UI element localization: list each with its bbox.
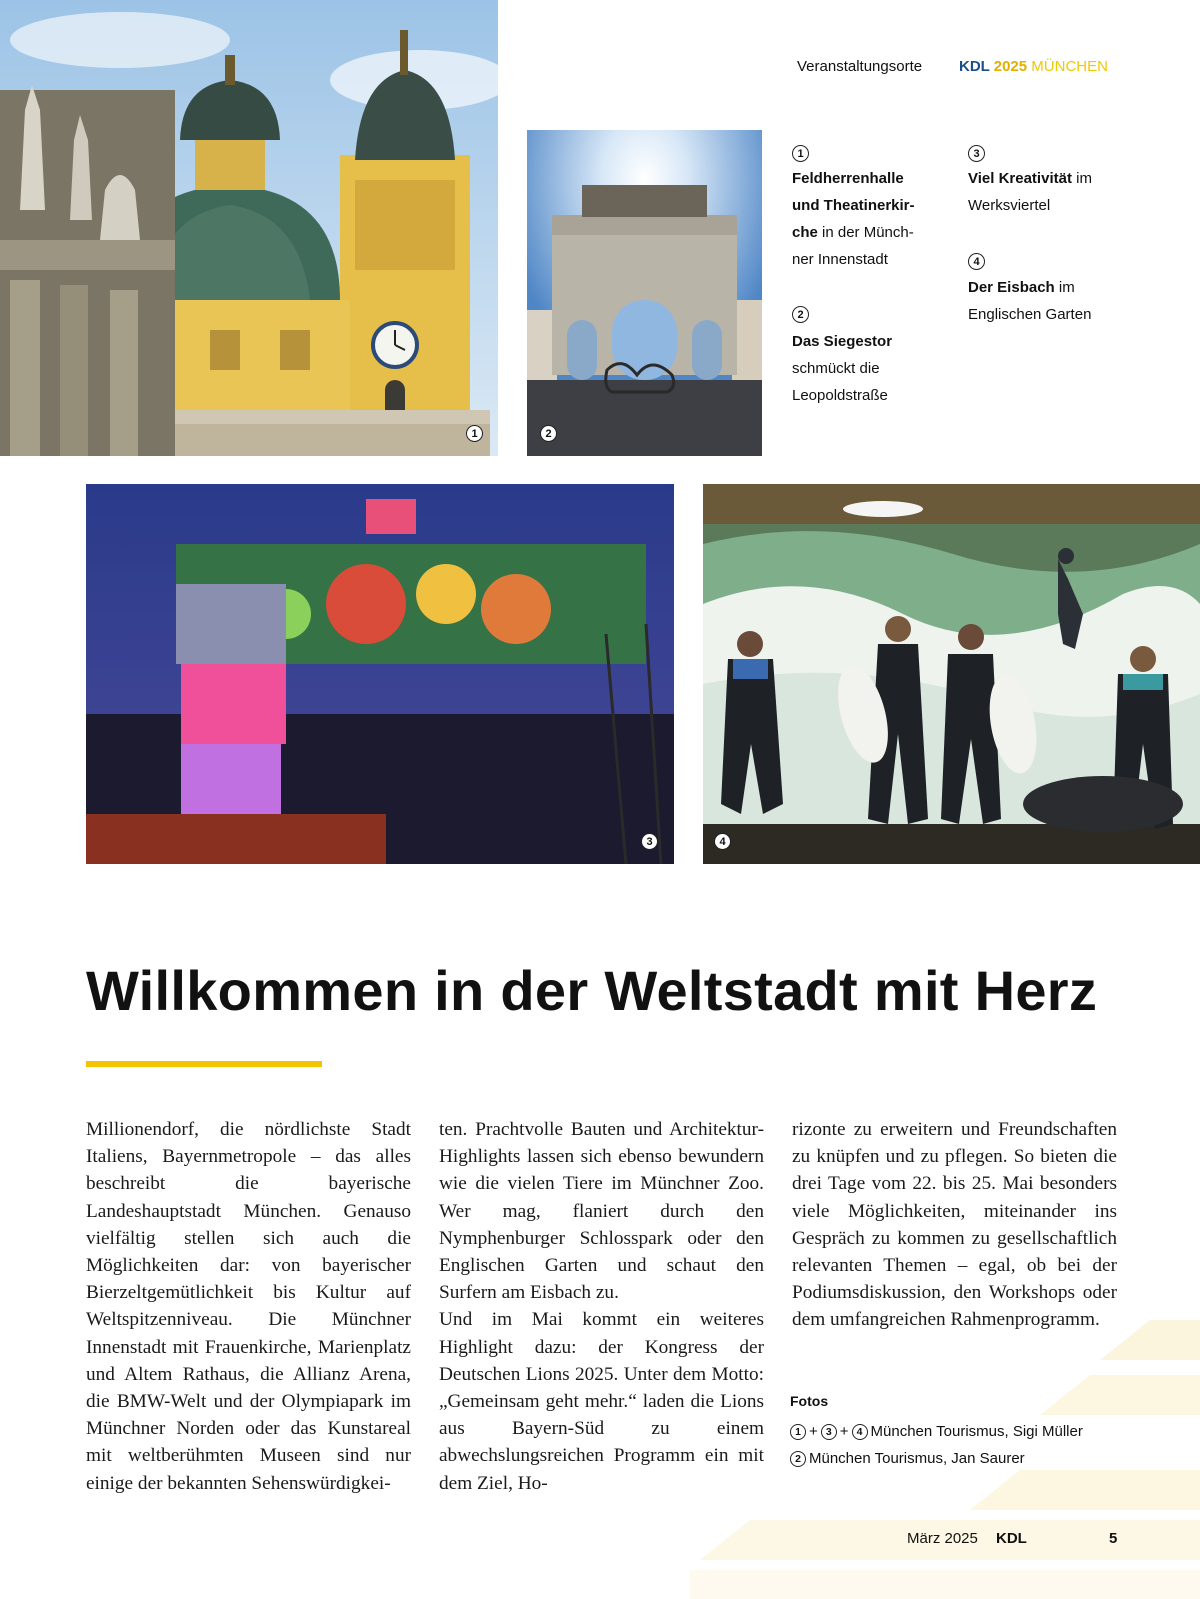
article-paragraph: Millionendorf, die nördlichste Stadt Italiens, Bayernmetropole – das alles beschreibt die bayerische Landeshauptstadt München. Genauso vielfältig stellen sich auch die Möglichkeiten dar: von bayerischer Bierzeltgemütlichkeit bis Kultur auf Weltspitzenniveau. Die Münchner Innenstadt mit Frauenkirche, Marienplatz und Altem Rathaus, die Allianz Arena, die BMW-Welt und der Olympiapark im Münchner Norden oder das Kunstareal mit weltberühmten Museen sind nur einige der bekannten Sehenswürdigkei- — [86, 1119, 411, 1494]
footer-date: März 2025 — [907, 1530, 978, 1547]
credits-label: Fotos — [790, 1393, 829, 1409]
caption-number-badge: 1 — [792, 145, 809, 162]
caption-2 — [792, 328, 962, 409]
brand-kdl: KDL — [959, 58, 990, 75]
caption-1-bold: che — [792, 224, 818, 241]
article-paragraph: ten. Prachtvolle Bauten und Architektur-Highlights lassen sich ebenso bewundern wie die vielen Tiere im Münchner Zoo. Wer mag, flaniert durch den Nymphenburger Schlosspark oder den Englischen Garten und schaut den Surfern am Eisbach zu. — [439, 1119, 764, 1304]
article-paragraph: rizonte zu erweitern und Freundschaften zu knüpfen und zu pflegen. So bieten die drei Tage vom 22. bis 25. Mai besonders viele Möglichkeiten, miteinander ins Gespräch zu kommen zu gesellschaftlich relevanten Themen – egal, ob bei der Podiumsdiskussion, den Workshops oder dem umfangreichen Rahmenprogramm. — [792, 1119, 1117, 1331]
credit-text: München Tourismus, Sigi Müller — [870, 1423, 1083, 1440]
photo-number-badge: 2 — [540, 425, 557, 442]
caption-number-badge: 2 — [792, 306, 809, 323]
credit-plus: + — [839, 1423, 849, 1440]
caption-1-bold: und Theatinerkir- — [792, 197, 915, 214]
caption-2-text: schmückt die — [792, 360, 880, 377]
title-accent-rule — [86, 1061, 322, 1067]
credit-number-badge: 3 — [821, 1424, 837, 1440]
caption-1-text: ner Innenstadt — [792, 251, 888, 268]
credits-line-1 — [790, 1423, 1083, 1440]
caption-4-bold: Der Eisbach — [968, 279, 1055, 296]
photo-siegestor — [527, 130, 762, 456]
article-column-3 — [792, 1116, 1117, 1334]
credits-line-2 — [790, 1450, 1025, 1467]
article-paragraph: Und im Mai kommt ein weiteres Highlight dazu: der Kongress der Deutschen Lions 2025. Unter dem Motto: „Gemeinsam geht mehr.“ laden die Lions aus Bayern-Süd zu einem abwechslungsreichen Programm ein mit dem Ziel, Ho- — [439, 1309, 764, 1494]
caption-4-text: Englischen Garten — [968, 306, 1092, 323]
page-number: 5 — [1109, 1530, 1118, 1547]
brand-mark — [959, 58, 1108, 75]
credit-number-badge: 2 — [790, 1451, 806, 1467]
photo-eisbach — [703, 484, 1200, 864]
caption-3-bold: Viel Kreativität — [968, 170, 1072, 187]
credit-plus: + — [809, 1423, 818, 1440]
brand-city: MÜNCHEN — [1031, 58, 1108, 75]
article-title: Willkommen in der Weltstadt mit Herz — [86, 959, 1098, 1022]
caption-1-text: in der Münch- — [817, 224, 914, 241]
footer-brand: KDL — [996, 1530, 1027, 1547]
article-column-1 — [86, 1116, 411, 1497]
caption-2-text: Leopoldstraße — [792, 387, 888, 404]
photo-theatinerkirche — [0, 0, 498, 456]
caption-4 — [968, 274, 1148, 328]
caption-number-badge: 3 — [968, 145, 985, 162]
section-label: Veranstaltungsorte — [797, 58, 923, 75]
photo-werksviertel — [86, 484, 674, 864]
caption-4-text: im — [1054, 279, 1075, 296]
photo-number-badge: 3 — [641, 833, 658, 850]
caption-3-text: im — [1071, 170, 1092, 187]
caption-1-bold: Feldherrenhalle — [792, 170, 904, 187]
photo-number-badge: 1 — [466, 425, 483, 442]
brand-year: 2025 — [993, 58, 1028, 75]
photo-number-badge: 4 — [714, 833, 731, 850]
caption-number-badge: 4 — [968, 253, 985, 270]
caption-1 — [792, 165, 962, 273]
caption-2-bold: Das Siegestor — [792, 333, 893, 350]
caption-3-text: Werksviertel — [968, 197, 1051, 214]
caption-3 — [968, 165, 1148, 219]
credit-number-badge: 1 — [790, 1424, 806, 1440]
credit-text: München Tourismus, Jan Saurer — [809, 1450, 1025, 1467]
credit-number-badge: 4 — [852, 1424, 868, 1440]
